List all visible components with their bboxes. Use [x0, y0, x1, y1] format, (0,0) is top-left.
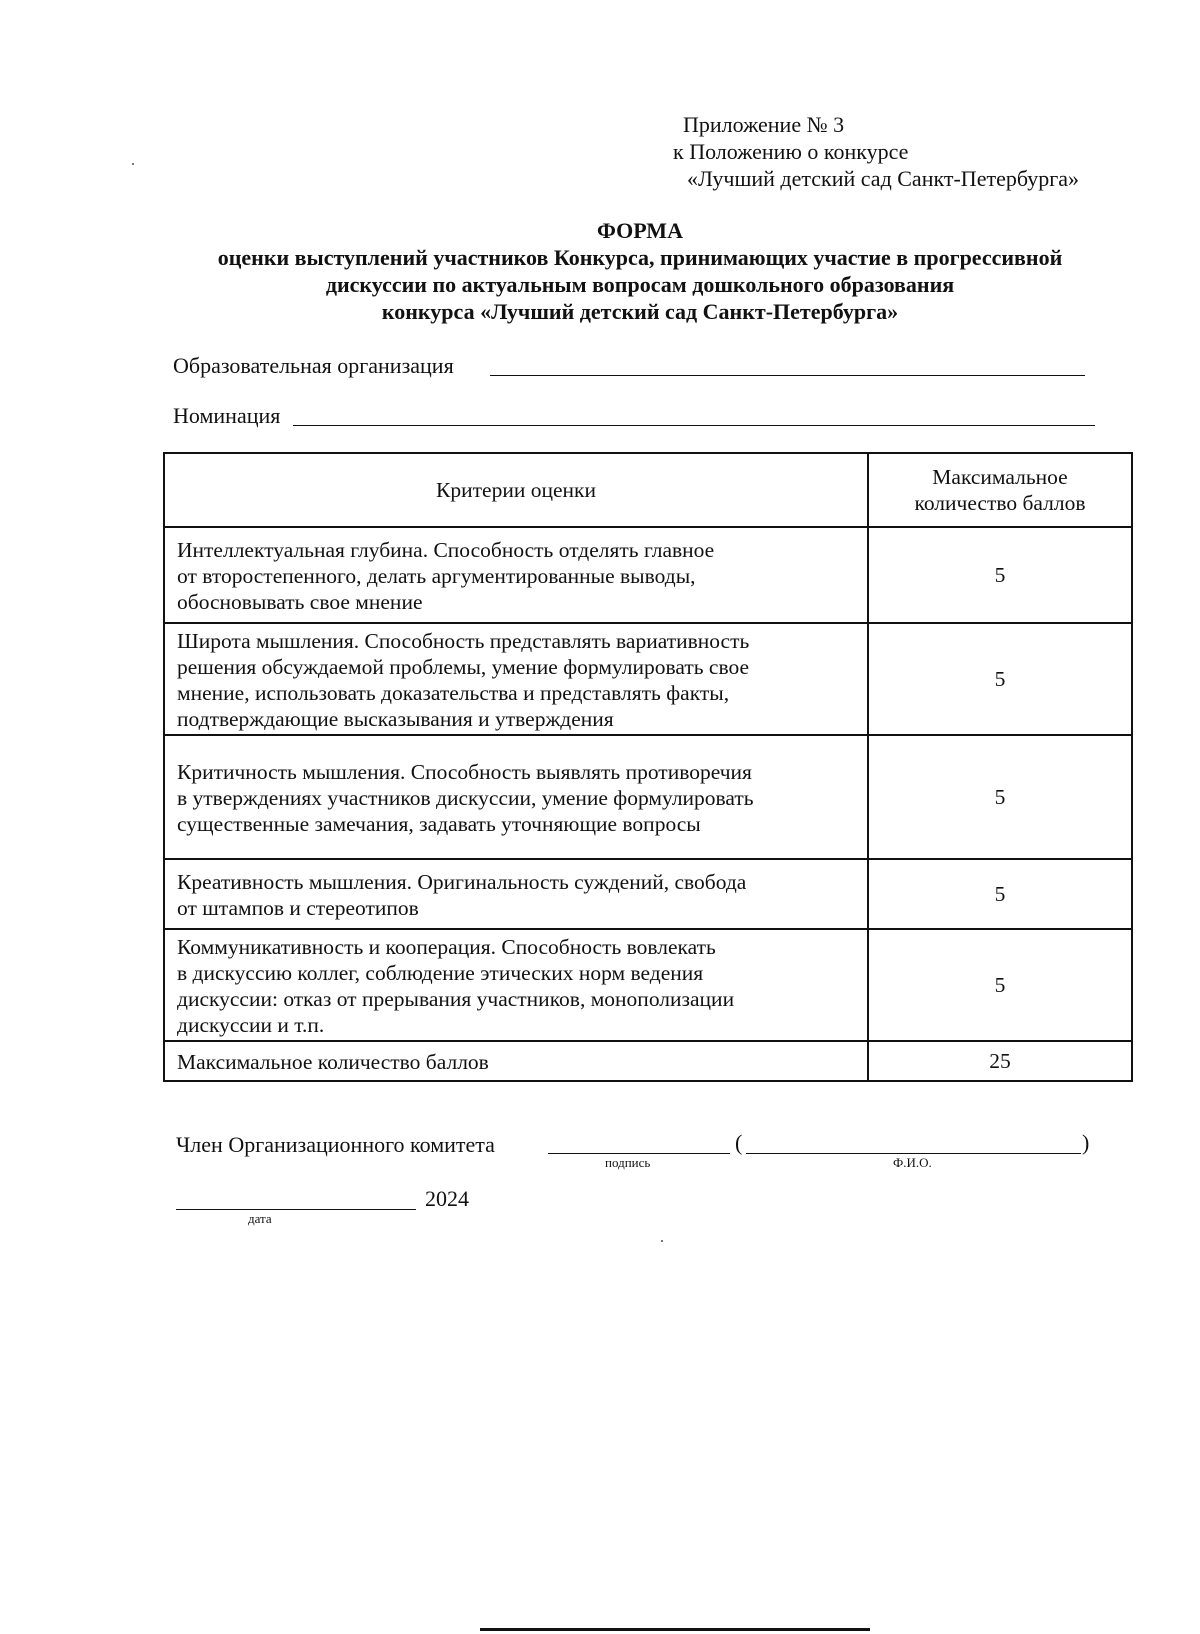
fio-fill-line[interactable]	[746, 1153, 1081, 1154]
date-fill-line[interactable]	[176, 1209, 416, 1210]
table-total-row	[164, 1041, 1132, 1081]
criteria-table	[163, 452, 1133, 1082]
criterion-score: 5	[868, 527, 1132, 623]
annex-reference: к Положению о конкурсе	[673, 139, 909, 164]
signature-caption: подпись	[605, 1155, 651, 1170]
page-bottom-edge-mark	[480, 1628, 870, 1631]
open-paren: (	[735, 1130, 743, 1155]
organization-label: Образовательная организация	[173, 353, 454, 378]
nomination-label: Номинация	[173, 403, 281, 428]
header-max-line1: Максимальное	[932, 465, 1068, 489]
form-subtitle-line3: конкурса «Лучший детский сад Санкт-Петербурга»	[381, 299, 899, 324]
form-subtitle-line2: дискуссии по актуальным вопросам дошкольного образования	[325, 272, 955, 297]
signature-fill-line[interactable]	[548, 1153, 730, 1154]
criterion-text: Коммуникативность и кооперация. Способность вовлекать в дискуссию коллег, соблюдение этических норм ведения дискуссии: отказ от прерывания участников, монополизации дискуссии и т.п.	[164, 929, 868, 1041]
form-heading: ФОРМА	[597, 218, 683, 243]
table-row	[164, 859, 1132, 929]
table-row	[164, 623, 1132, 735]
form-subtitle-line1: оценки выступлений участников Конкурса, принимающих участие в прогрессивной	[217, 245, 1063, 270]
table-row	[164, 527, 1132, 623]
table-row	[164, 929, 1132, 1041]
criterion-text: Креативность мышления. Оригинальность суждений, свобода от штампов и стереотипов	[164, 859, 868, 929]
total-label: Максимальное количество баллов	[164, 1041, 868, 1081]
committee-member-label: Член Организационного комитета	[176, 1132, 495, 1157]
header-criteria: Критерии оценки	[164, 453, 868, 527]
scan-speck	[661, 1240, 663, 1242]
criterion-text: Интеллектуальная глубина. Способность отделять главное от второстепенного, делать аргументированные выводы, обосновывать свое мнение	[164, 527, 868, 623]
criterion-score: 5	[868, 623, 1132, 735]
total-score: 25	[868, 1041, 1132, 1081]
criterion-score: 5	[868, 929, 1132, 1041]
table-row	[164, 735, 1132, 859]
table-header-row	[164, 453, 1132, 527]
fio-caption: Ф.И.О.	[893, 1155, 932, 1170]
annex-number: Приложение № 3	[683, 112, 845, 137]
close-paren: )	[1082, 1130, 1090, 1155]
header-max-line2: количество баллов	[914, 491, 1086, 515]
organization-fill-line[interactable]	[490, 375, 1085, 376]
nomination-fill-line[interactable]	[293, 425, 1095, 426]
criterion-text: Критичность мышления. Способность выявлять противоречия в утверждениях участников дискуссии, умение формулировать существенные замечания, задавать уточняющие вопросы	[164, 735, 868, 859]
annex-contest-name: «Лучший детский сад Санкт-Петербурга»	[687, 166, 1079, 191]
header-max-score	[868, 453, 1132, 527]
criterion-score: 5	[868, 859, 1132, 929]
criterion-score: 5	[868, 735, 1132, 859]
date-caption: дата	[248, 1211, 272, 1226]
criterion-text: Широта мышления. Способность представлять вариативность решения обсуждаемой проблемы, умение формулировать свое мнение, использовать доказательства и представлять факты, подтверждающие высказывания и утверждения	[164, 623, 868, 735]
scan-speck	[132, 163, 134, 165]
year-text: 2024	[425, 1186, 469, 1211]
